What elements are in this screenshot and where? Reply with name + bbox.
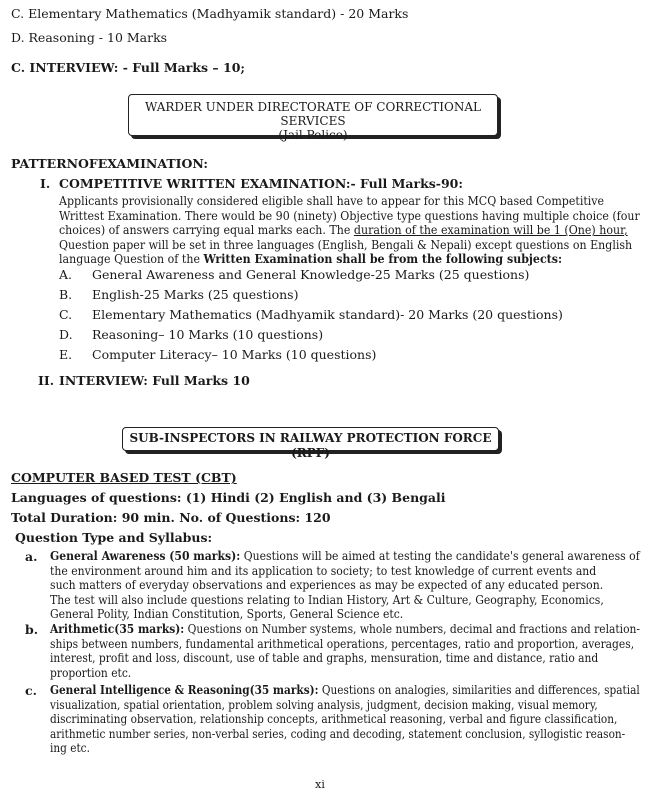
item-letter-a: A. <box>59 267 73 282</box>
para-line: discriminating observation, relationship concepts, arithmetical reasoning, verbal and figure classification, <box>50 711 618 727</box>
syllabus-letter-a: a. <box>25 549 38 564</box>
para-line: The test will also include questions relating to Indian History, Art & Culture, Geography, Economics, <box>50 591 604 607</box>
item-text-e: Computer Literacy– 10 Marks (10 questions) <box>92 347 377 362</box>
item-text-a: General Awareness and General Knowledge-25 Marks (25 questions) <box>92 267 530 282</box>
item-letter-d: D. <box>59 327 73 342</box>
section-ii-heading: INTERVIEW: Full Marks 10 <box>59 373 250 388</box>
para-line: proportion etc. <box>50 664 132 680</box>
para-line: ing etc. <box>50 740 90 756</box>
cbt-heading: COMPUTER BASED TEST (CBT) <box>11 470 237 485</box>
para-line: Writtest Examination. There would be 90 (ninety) Objective type questions having multiple choice (four <box>59 207 640 223</box>
para-line: interest, profit and loss, discount, use of table and graphs, mensuration, time and distance, ratio and <box>50 650 599 666</box>
cbt-duration: Total Duration: 90 min. No. of Questions: 120 <box>11 510 331 525</box>
section-ii-numeral: II. <box>38 373 55 388</box>
cbt-languages: Languages of questions: (1) Hindi (2) English and (3) Bengali <box>11 490 446 505</box>
page-number: xi <box>315 778 325 791</box>
para-text: Questions on analogies, similarities and differences, spatial <box>318 682 640 697</box>
para-text: choices) of answers carrying equal marks each. The <box>59 222 354 238</box>
item-letter-c: C. <box>59 307 73 322</box>
para-bold: Written Examination shall be from the following subjects: <box>203 251 563 267</box>
interview-heading-top: C. INTERVIEW: - Full Marks – 10; <box>11 60 246 75</box>
rpf-title: SUB-INSPECTORS IN RAILWAY PROTECTION FORCE (RPF) <box>129 431 492 460</box>
warder-title-box <box>128 94 498 142</box>
para-line: Question paper will be set in three languages (English, Bengali & Nepali) except questions on English <box>59 236 633 252</box>
para-line <box>59 222 628 238</box>
syllabus-item-a <box>50 548 640 622</box>
para-line: visualization, spatial orientation, problem solving analysis, judgment, decision making, visual memory, <box>50 696 598 712</box>
item-text-c: Elementary Mathematics (Madhyamik standard)- 20 Marks (20 questions) <box>92 307 563 322</box>
para-line: Applicants provisionally considered eligible shall have to appear for this MCQ based Competitive <box>59 193 605 208</box>
para-line <box>59 251 563 267</box>
duration-underline: duration of the examination will be 1 (One) hour, <box>353 222 628 238</box>
para-line: arithmetic number series, non-verbal series, coding and decoding, statement conclusion, syllogistic reason- <box>50 725 626 741</box>
top-item-d: D. Reasoning - 10 Marks <box>11 30 168 45</box>
para-line: ships between numbers, fundamental arithmetical operations, percentages, ratio and proportion, averages, <box>50 635 635 651</box>
para-text: Questions will be aimed at testing the candidate's general awareness of <box>240 548 640 563</box>
item-letter-b: B. <box>59 287 73 302</box>
para-line <box>50 548 640 564</box>
syllabus-title-b: Arithmetic(35 marks): <box>50 621 185 636</box>
syllabus-letter-c: c. <box>25 683 37 698</box>
section-i-numeral: I. <box>40 176 51 191</box>
syllabus-title-a: General Awareness (50 marks): <box>50 548 241 563</box>
para-line: General Polity, Indian Constitution, Sports, General Science etc. <box>50 606 404 622</box>
syllabus-item-c <box>50 682 640 756</box>
top-item-c: C. Elementary Mathematics (Madhyamik standard) - 20 Marks <box>11 6 409 21</box>
syllabus-heading: Question Type and Syllabus: <box>15 530 213 545</box>
syllabus-item-b <box>50 621 641 680</box>
para-text: language Question of the <box>59 251 204 267</box>
warder-subtitle: (Jail Police) <box>278 128 348 142</box>
para-line <box>50 621 641 637</box>
para-text: Questions on Number systems, whole numbers, decimal and fractions and relation- <box>184 621 641 636</box>
item-letter-e: E. <box>59 347 73 362</box>
para-line: such matters of everyday observations and experiences as may be expected of any educated person. <box>50 577 604 593</box>
section-i-paragraph <box>59 193 640 267</box>
item-text-d: Reasoning– 10 Marks (10 questions) <box>92 327 324 342</box>
para-line: the environment around him and its application to society; to test knowledge of current events and <box>50 562 597 578</box>
warder-title: WARDER UNDER DIRECTORATE OF CORRECTIONAL SERVICES <box>144 100 482 128</box>
section-i-heading: COMPETITIVE WRITTEN EXAMINATION:- Full Marks-90: <box>59 176 463 191</box>
syllabus-letter-b: b. <box>25 622 39 637</box>
para-line <box>50 682 640 698</box>
rpf-title-box <box>122 427 499 460</box>
pattern-heading: PATTERNOFEXAMINATION: <box>11 156 209 171</box>
syllabus-title-c: General Intelligence & Reasoning(35 marks): <box>50 682 319 697</box>
item-text-b: English-25 Marks (25 questions) <box>92 287 299 302</box>
